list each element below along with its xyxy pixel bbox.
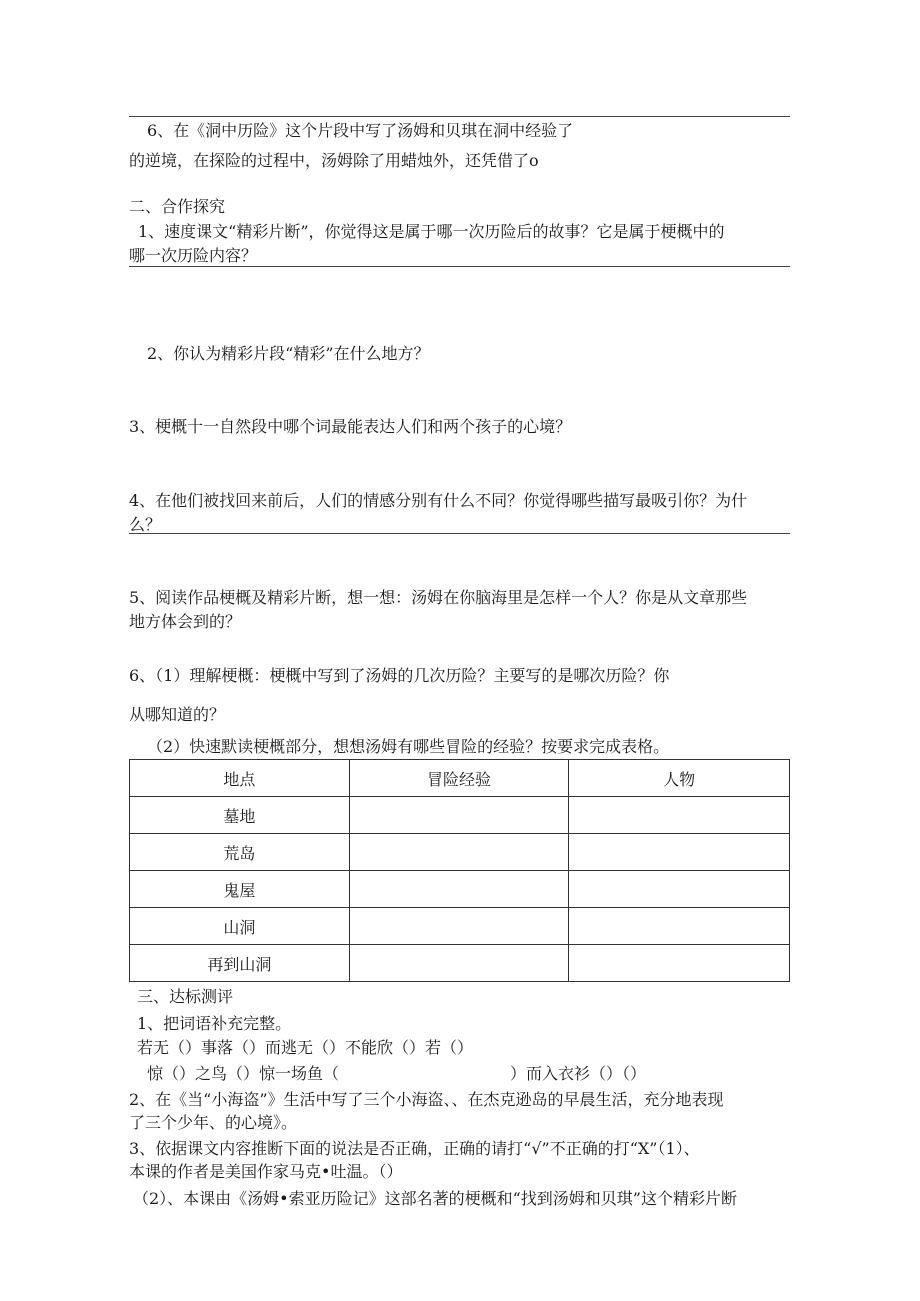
question-6-line-2: 的逆境，在探险的过程中，汤姆除了用蜡烛外，还凭借了o <box>129 151 539 170</box>
table-cell-people[interactable] <box>569 871 790 908</box>
table-row <box>130 797 790 834</box>
question-3-3-line-1: 3、依据课文内容推断下面的说法是否正确，正确的请打“√”不正确的打“X”（1）、 <box>129 1139 700 1158</box>
table-header-cell: 冒险经验 <box>349 760 569 797</box>
table-row <box>130 871 790 908</box>
question-3-1: 1、把词语补充完整。 <box>137 1014 292 1033</box>
table-cell-people[interactable] <box>569 908 790 945</box>
question-2-6-sub-2: （2）快速默读梗概部分，想想汤姆有哪些冒险的经验？按要求完成表格。 <box>147 737 670 756</box>
table-header-row <box>130 760 790 797</box>
table-cell-experience[interactable] <box>349 834 569 871</box>
question-3-1-row-2a: 惊（）之鸟（）惊一场鱼（ <box>147 1064 340 1083</box>
table-row <box>130 908 790 945</box>
table-row <box>130 834 790 871</box>
question-3-1-row-1: 若无（）事落（）而逃无（）不能欣（）若（） <box>137 1038 474 1057</box>
question-2-1-line-1: 1、速度课文“精彩片断”，你觉得这是属于哪一次历险后的故事？它是属于梗概中的 <box>138 222 725 241</box>
answer-rule <box>129 533 790 534</box>
question-2-6-line-1: 6、（1）理解梗概：梗概中写到了汤姆的几次历险？主要写的是哪次历险？你 <box>129 666 670 685</box>
question-3-3-line-3: （2）、本课由《汤姆•索亚历险记》这部名著的梗概和“找到汤姆和贝琪”这个精彩片断 <box>133 1189 737 1208</box>
question-2-5-line-1: 5、阅读作品梗概及精彩片断，想一想：汤姆在你脑海里是怎样一个人？你是从文章那些 <box>129 588 748 607</box>
question-2-4-line-2: 么？ <box>129 515 162 534</box>
question-2-1-line-2: 哪一次历险内容？ <box>129 246 258 265</box>
table-cell-place: 鬼屋 <box>130 871 350 908</box>
table-cell-people[interactable] <box>569 797 790 834</box>
table-cell-place: 山洞 <box>130 908 350 945</box>
table-cell-place: 墓地 <box>130 797 350 834</box>
table-cell-experience[interactable] <box>349 871 569 908</box>
question-3-2-line-2: 了三个少年、的心境》。 <box>129 1113 298 1132</box>
question-2-2: 2、你认为精彩片段“精彩”在什么地方？ <box>147 344 430 363</box>
question-2-3: 3、梗概十一自然段中哪个词最能表达人们和两个孩子的心境？ <box>129 417 572 436</box>
question-2-4-line-1: 4、在他们被找回来前后，人们的情感分别有什么不同？你觉得哪些描写最吸引你？为什 <box>129 491 748 510</box>
table-cell-people[interactable] <box>569 945 790 982</box>
table-header-cell: 人物 <box>569 760 790 797</box>
table-cell-place: 荒岛 <box>130 834 350 871</box>
question-2-5-line-2: 地方体会到的？ <box>129 612 242 631</box>
table-row <box>130 945 790 982</box>
section-heading-cooperation: 二、合作探究 <box>129 197 226 216</box>
question-6-line-1: 6、在《洞中历险》这个片段中写了汤姆和贝琪在洞中经验了 <box>147 121 574 140</box>
top-rule <box>129 116 790 117</box>
table-cell-people[interactable] <box>569 834 790 871</box>
question-3-2-line-1: 2、在《当“小海盗”》生活中写了三个小海盗、、在杰克逊岛的早晨生活，充分地表现 <box>129 1090 724 1109</box>
table-cell-experience[interactable] <box>349 908 569 945</box>
answer-rule <box>129 266 790 267</box>
table-cell-experience[interactable] <box>349 797 569 834</box>
question-3-3-line-2: 本课的作者是美国作家马克•吐温。（） <box>129 1162 403 1181</box>
table-header-cell: 地点 <box>130 760 350 797</box>
question-3-1-row-2b: ）而入衣衫（）（） <box>510 1064 647 1083</box>
question-2-6-line-2: 从哪知道的？ <box>129 705 226 724</box>
section-heading-assessment: 三、达标测评 <box>137 987 234 1006</box>
table-cell-place: 再到山洞 <box>130 945 350 982</box>
adventure-table <box>129 759 790 982</box>
table-cell-experience[interactable] <box>349 945 569 982</box>
